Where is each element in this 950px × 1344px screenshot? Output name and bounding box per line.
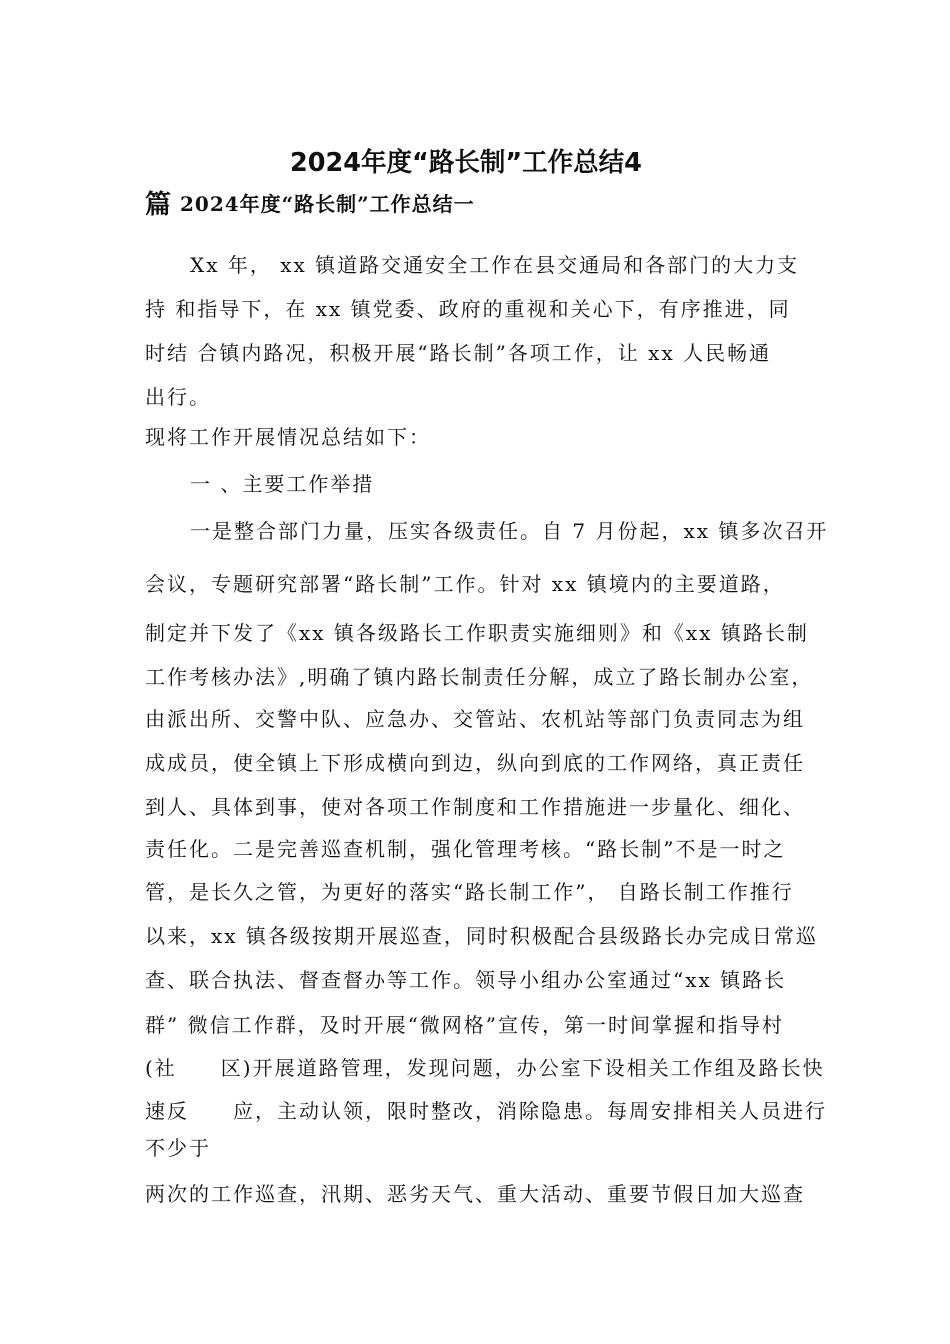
paragraph-line: 持 和指导下，在 xx 镇党委、政府的重视和关心下，有序推进，同 [145,297,791,321]
paragraph-line: 由派出所、交警中队、应急办、交管站、农机站等部门负责同志为组 [145,707,805,731]
paragraph-line: 两次的工作巡查，汛期、恶劣天气、重大活动、重要节假日加大巡查 [145,1182,805,1206]
paragraph-line: 制定并下发了《xx 镇各级路长工作职责实施细则》和《xx 镇路长制 [145,621,809,645]
paragraph-line: 群” 微信工作群，及时开展“微网格”宣传，第一时间掌握和指导村 [145,1013,785,1037]
paragraph-line: 工作考核办法》,明确了镇内路长制责任分解，成立了路长制办公室， [145,665,814,689]
section-heading [145,184,475,221]
paragraph-line: (社 区)开展道路管理，发现问题，办公室下设相关工作组及路长快 [145,1056,825,1080]
paragraph-line: 速反 应，主动认领，限时整改，消除隐患。每周安排相关人员进行 [145,1099,827,1123]
document-title: 2024年度“路长制”工作总结4 [290,148,642,178]
section-subheading: 一 、主要工作举措 [190,472,375,496]
paragraph-line: 以来，xx 镇各级按期开展巡查，同时积极配合县级路长办完成日常巡 [145,924,818,948]
paragraph-line: 现将工作开展情况总结如下： [145,425,431,449]
paragraph-line: 出行。 [145,385,211,409]
paragraph-line: Xx 年， xx 镇道路交通安全工作在县交通局和各部门的大力支 [190,253,800,277]
paragraph-line: 责任化。二是完善巡查机制，强化管理考核。“路长制”不是一时之 [145,837,786,861]
paragraph-line: 会议，专题研究部署“路长制”工作。针对 xx 镇境内的主要道路， [145,572,785,596]
section-prefix: 篇 [145,190,173,220]
paragraph-line: 查、联合执法、督查督办等工作。领导小组办公室通过“xx 镇路长 [145,968,787,992]
section-title: 2024年度“路长制”工作总结一 [180,192,475,216]
paragraph-line: 到人、具体到事，使对各项工作制度和工作措施进一步量化、细化、 [145,795,805,819]
paragraph-line: 一是整合部门力量，压实各级责任。自 7 月份起，xx 镇多次召开 [190,519,829,543]
paragraph-line: 成成员，使全镇上下形成横向到边，纵向到底的工作网络，真正责任 [145,751,805,775]
paragraph-line: 管，是长久之管，为更好的落实“路长制工作”， 自路长制工作推行 [145,880,794,904]
paragraph-line: 不少于 [145,1136,211,1160]
paragraph-line: 时结 合镇内路况，积极开展“路长制”各项工作，让 xx 人民畅通 [145,341,772,365]
